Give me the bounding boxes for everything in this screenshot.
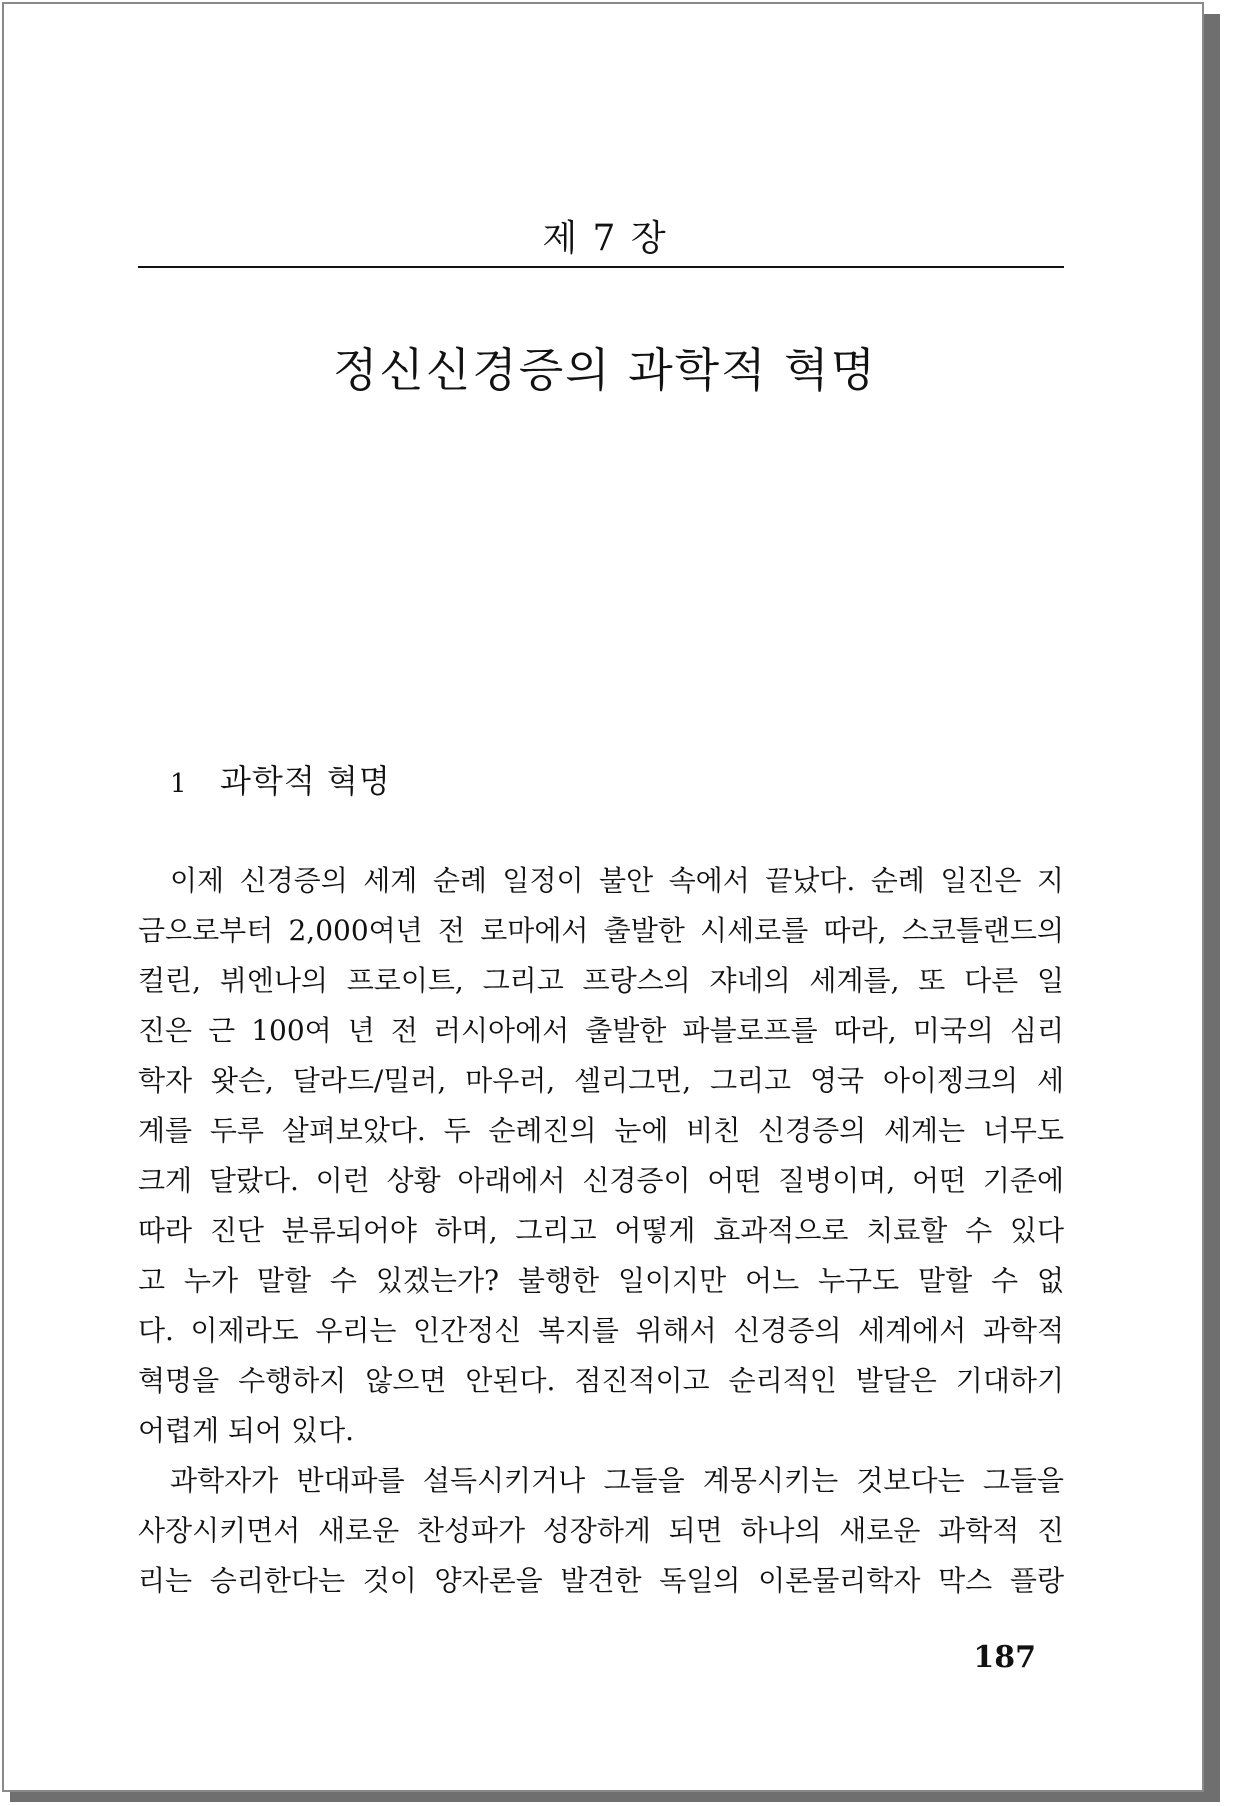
section-heading <box>170 756 391 802</box>
body-text <box>138 856 1064 1606</box>
text-line: 컬린, 뷔엔나의 프로이트, 그리고 프랑스의 쟈네의 세계를, 또 다른 일 <box>138 964 1064 997</box>
section-number: 1 <box>170 769 188 799</box>
chapter-title: 정신신경증의 과학적 혁명 <box>332 343 878 397</box>
text-line: 이제 신경증의 세계 순례 일정이 불안 속에서 끝났다. 순례 일진은 지 <box>170 864 1064 897</box>
text-line: 사장시키면서 새로운 찬성파가 성장하게 되면 하나의 새로운 과학적 진 <box>138 1514 1064 1547</box>
text-line: 고 누가 말할 수 있겠는가? 불행한 일이지만 어느 누구도 말할 수 없 <box>138 1264 1064 1297</box>
text-line: 따라 진단 분류되어야 하며, 그리고 어떻게 효과적으로 치료할 수 있다 <box>138 1214 1064 1247</box>
text-line: 다. 이제라도 우리는 인간정신 복지를 위해서 신경증의 세계에서 과학적 <box>138 1314 1064 1347</box>
text-line: 리는 승리한다는 것이 양자론을 발견한 독일의 이론물리학자 막스 플랑 <box>138 1564 1064 1597</box>
text-line: 크게 달랐다. 이런 상황 아래에서 신경증이 어떤 질병이며, 어떤 기준에 <box>138 1164 1064 1197</box>
text-line: 진은 근 100여 년 전 러시아에서 출발한 파블로프를 따라, 미국의 심리 <box>138 1014 1064 1047</box>
text-line: 어렵게 되어 있다. <box>138 1414 355 1447</box>
text-line: 혁명을 수행하지 않으면 안된다. 점진적이고 순리적인 발달은 기대하기 <box>138 1364 1064 1397</box>
chapter-label: 제 7 장 <box>542 218 668 259</box>
text-line: 금으로부터 2,000여년 전 로마에서 출발한 시세로를 따라, 스코틀랜드의 <box>138 914 1064 947</box>
section-title: 과학적 혁명 <box>220 762 391 800</box>
text-line: 계를 두루 살펴보았다. 두 순례진의 눈에 비친 신경증의 세계는 너무도 <box>138 1114 1064 1147</box>
chapter-divider <box>138 266 1064 268</box>
book-page <box>2 2 1204 1792</box>
text-line: 학자 왓슨, 달라드/밀러, 마우러, 셀리그먼, 그리고 영국 아이젱크의 세 <box>138 1064 1064 1097</box>
text-line: 과학자가 반대파를 설득시키거나 그들을 계몽시키는 것보다는 그들을 <box>170 1464 1064 1497</box>
page-number: 187 <box>973 1640 1036 1675</box>
